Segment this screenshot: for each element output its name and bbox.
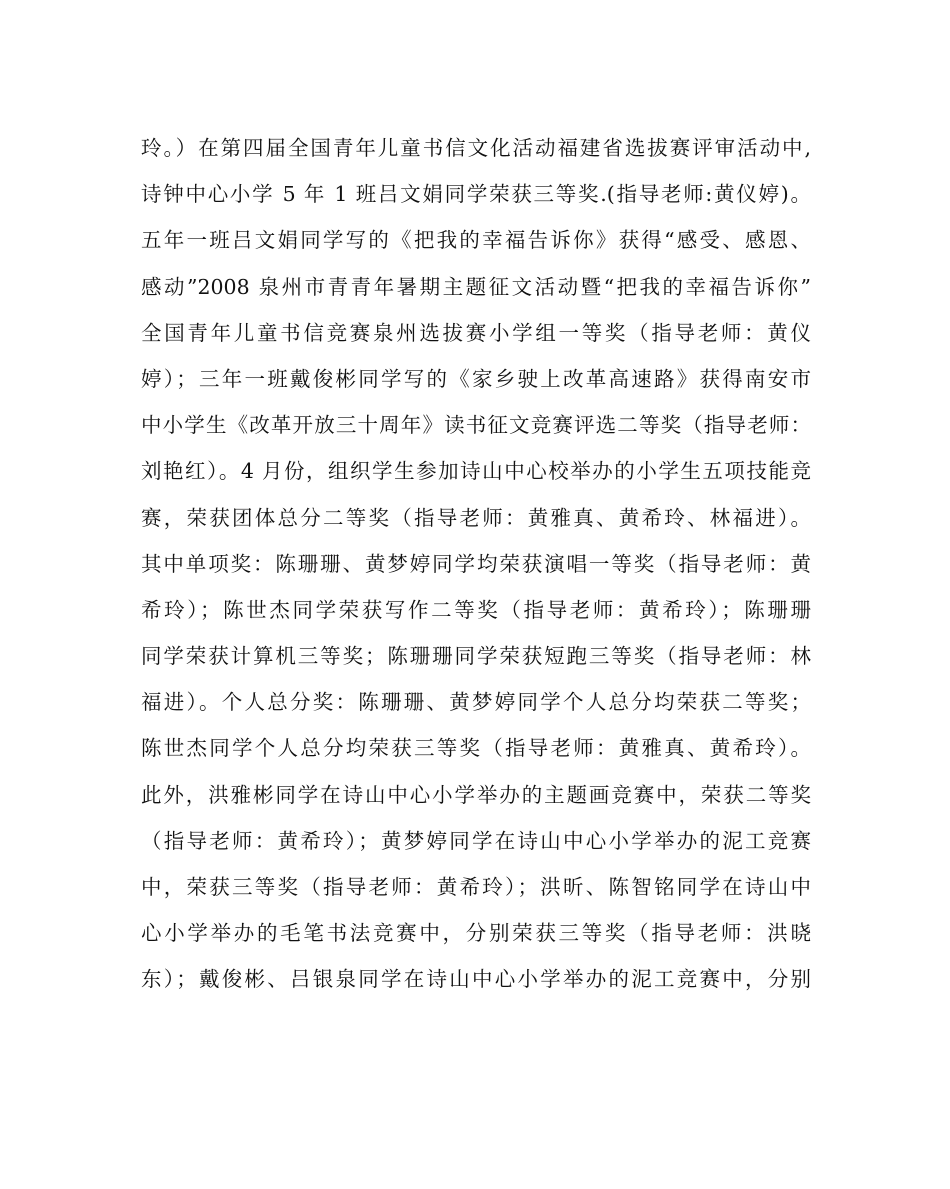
text-line: 此外，洪雅彬同学在诗山中心小学举办的主题画竞赛中，荣获二等奖 bbox=[141, 782, 811, 807]
text-line: 刘艳红）。4 月份，组织学生参加诗山中心校举办的小学生五项技能竞 bbox=[141, 459, 811, 484]
text-line: 中小学生《改革开放三十周年》读书征文竞赛评选二等奖（指导老师： bbox=[141, 413, 811, 438]
text-line: 玲。）在第四届全国青年儿童书信文化活动福建省选拔赛评审活动中, bbox=[141, 136, 811, 160]
text-line: （指导老师：黄希玲）；黄梦婷同学在诗山中心小学举办的泥工竞赛 bbox=[141, 828, 811, 853]
text-line: 全国青年儿童书信竞赛泉州选拔赛小学组一等奖（指导老师：黄仪 bbox=[141, 320, 811, 345]
text-line: 希玲）；陈世杰同学荣获写作二等奖（指导老师：黄希玲）；陈珊珊 bbox=[141, 597, 811, 622]
text-line: 赛，荣获团体总分二等奖（指导老师：黄雅真、黄希玲、林福进）。 bbox=[141, 505, 811, 530]
body-text bbox=[141, 125, 811, 1003]
text-line: 福进）。个人总分奖：陈珊珊、黄梦婷同学个人总分均荣获二等奖； bbox=[141, 690, 811, 715]
text-line: 其中单项奖：陈珊珊、黄梦婷同学均荣获演唱一等奖（指导老师：黄 bbox=[141, 551, 811, 576]
text-line: 诗钟中心小学 5 年 1 班吕文娟同学荣获三等奖.(指导老师:黄仪婷)。 bbox=[141, 182, 811, 207]
text-line: 感动”2008 泉州市青青年暑期主题征文活动暨“把我的幸福告诉你” bbox=[141, 274, 811, 299]
text-line: 婷）；三年一班戴俊彬同学写的《家乡驶上改革高速路》获得南安市 bbox=[141, 366, 811, 391]
text-line: 陈世杰同学个人总分均荣获三等奖（指导老师：黄雅真、黄希玲）。 bbox=[141, 736, 811, 761]
text-line: 心小学举办的毛笔书法竞赛中，分别荣获三等奖（指导老师：洪晓 bbox=[141, 921, 811, 946]
text-line: 中，荣获三等奖（指导老师：黄希玲）；洪昕、陈智铭同学在诗山中 bbox=[141, 875, 811, 899]
text-line: 东）；戴俊彬、吕银泉同学在诗山中心小学举办的泥工竞赛中，分别 bbox=[141, 967, 811, 992]
text-line: 同学荣获计算机三等奖；陈珊珊同学荣获短跑三等奖（指导老师：林 bbox=[141, 644, 811, 669]
text-line: 五年一班吕文娟同学写的《把我的幸福告诉你》获得“感受、感恩、 bbox=[141, 228, 811, 253]
